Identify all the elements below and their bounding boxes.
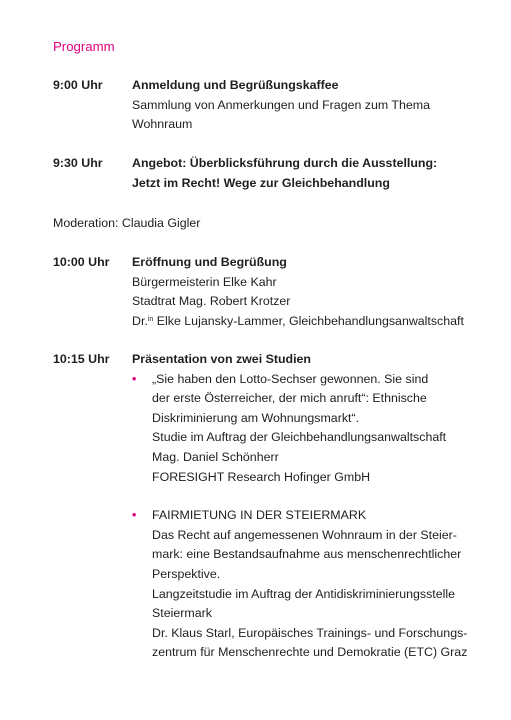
time-label: 10:00 Uhr (53, 255, 110, 269)
study-line: Das Recht auf angemessenen Wohnraum in der Steier- (152, 527, 457, 542)
study-item (132, 370, 492, 488)
speaker-line (132, 312, 492, 332)
agenda-title: Anmeldung und Begrüßungskaffee (132, 78, 339, 92)
study-line: Studie im Auftrag der Gleichbehandlungsanwaltschaft (152, 430, 447, 445)
agenda-content (132, 76, 492, 135)
bullet-icon: • (132, 371, 137, 386)
agenda-title: Jetzt im Recht! Wege zur Gleichbehandlung (132, 175, 390, 190)
agenda-title: Eröffnung und Begrüßung (132, 255, 287, 269)
speaker-line: Stadtrat Mag. Robert Krotzer (132, 294, 291, 309)
study-line: Steiermark (152, 606, 212, 621)
study-item (132, 506, 492, 663)
spacer (132, 487, 492, 506)
study-line: Dr. Klaus Starl, Europäisches Trainings- und Forschungs- (152, 625, 468, 640)
study-line: mark: eine Bestandsaufnahme aus menschenrechtlicher (152, 547, 462, 562)
agenda-content (132, 350, 492, 663)
bullet-icon: • (132, 508, 137, 523)
study-line: zentrum für Menschenrechte und Demokratie (ETC) Graz (152, 645, 468, 660)
study-line: Diskriminierung am Wohnungsmarkt“. (152, 410, 360, 425)
speaker-title-suffix: in (147, 315, 154, 323)
time-label: 9:00 Uhr (53, 78, 103, 92)
study-line: „Sie haben den Lotto-Sechser gewonnen. Sie sind (152, 371, 429, 386)
time-label: 10:15 Uhr (53, 352, 110, 366)
study-line: Mag. Daniel Schönherr (152, 449, 279, 464)
time-label: 9:30 Uhr (53, 156, 103, 170)
section-heading: Programm (53, 39, 115, 54)
moderation-note: Moderation: Claudia Gigler (53, 216, 201, 230)
agenda-title: Präsentation von zwei Studien (132, 352, 312, 366)
agenda-line: Wohnraum (132, 117, 193, 132)
agenda-line: Sammlung von Anmerkungen und Fragen zum Thema (132, 97, 430, 112)
study-line: der erste Österreicher, der mich anruft“: Ethnische (152, 391, 427, 406)
speaker-name: Elke Lujansky-Lammer, Gleichbehandlungsanwaltschaft (153, 313, 464, 328)
study-line: Perspektive. (152, 566, 221, 581)
agenda-content (132, 154, 492, 193)
study-line: FAIRMIETUNG IN DER STEIERMARK (152, 508, 367, 523)
agenda-content (132, 253, 492, 331)
study-line: FORESIGHT Research Hofinger GmbH (152, 469, 371, 484)
study-line: Langzeitstudie im Auftrag der Antidiskriminierungsstelle (152, 586, 456, 601)
speaker-line: Bürgermeisterin Elke Kahr (132, 274, 277, 289)
speaker-title: Dr. (132, 313, 148, 328)
agenda-title: Angebot: Überblicksführung durch die Ausstellung: (132, 156, 438, 170)
